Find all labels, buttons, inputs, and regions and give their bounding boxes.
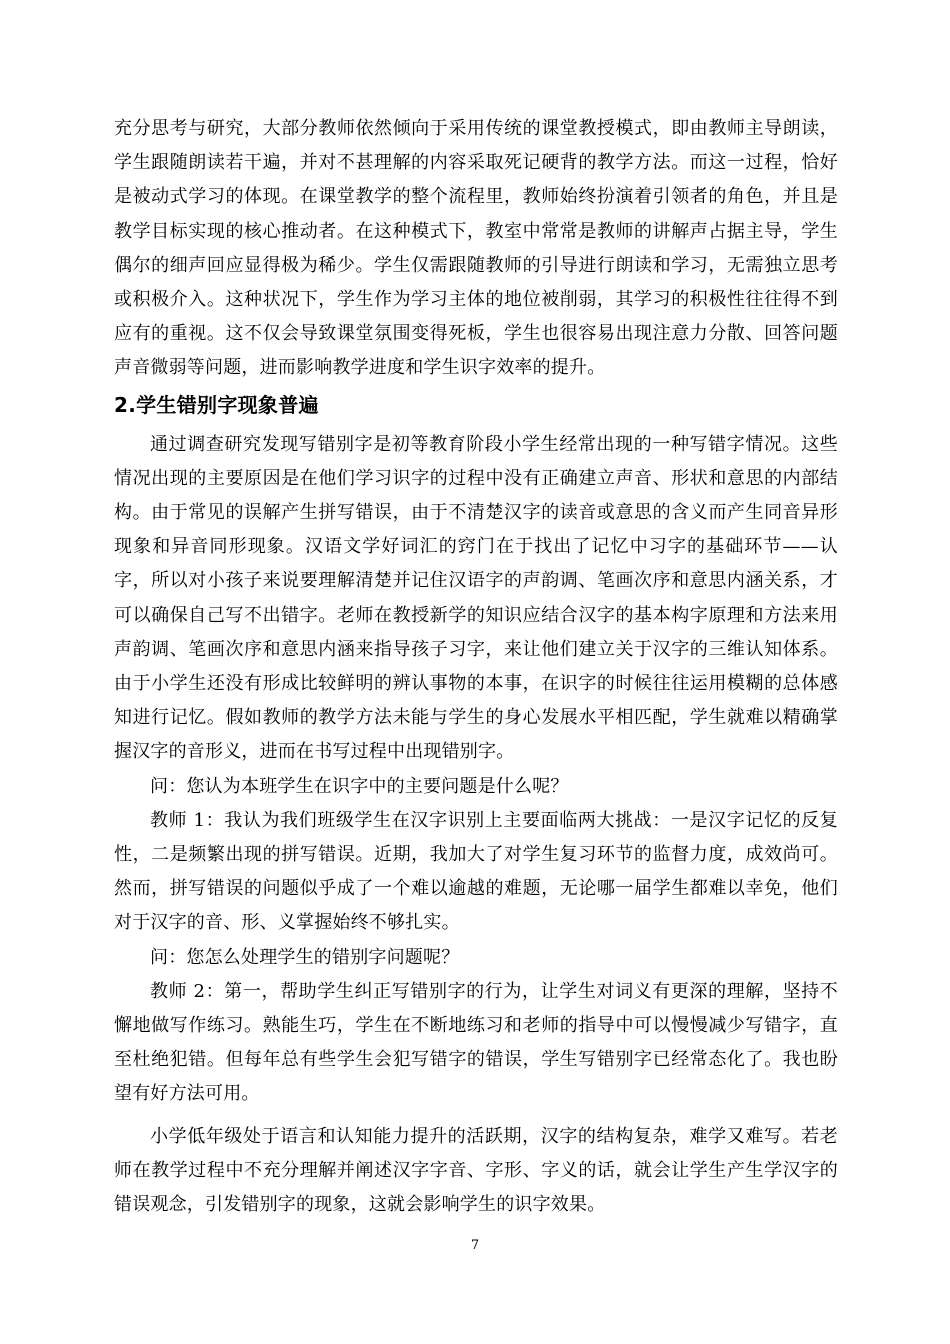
paragraph-continued: 充分思考与研究，大部分教师依然倾向于采用传统的课堂教授模式，即由教师主导朗读，学生跟随朗读若干遍，并对不甚理解的内容采取死记硬背的教学方法。而这一过程，恰好是被动式学习的体现。在课堂教学的整个流程里，教师始终扮演着引领者的角色，并且是教学目标实现的核心推动者。在这种模式下，教室中常常是教师的讲解声占据主导，学生偶尔的细声回应显得极为稀少。学生仅需跟随教师的引导进行朗读和学习，无需独立思考或积极介入。这种状况下，学生作为学习主体的地位被削弱，其学习的积极性往往得不到应有的重视。这不仅会导致课堂氛围变得死板，学生也很容易出现注意力分散、回答问题声音微弱等问题，进而影响教学进度和学生识字效率的提升。 — [114, 118, 838, 379]
paragraph-teacher-1-answer: 教师 1：我认为我们班级学生在汉字识别上主要面临两大挑战：一是汉字记忆的反复性，二是频繁出现的拼写错误。近期，我加大了对学生复习环节的监督力度，成效尚可。然而，拼写错误的问题似乎成了一个难以逾越的难题，无论哪一届学生都难以幸免，他们对于汉字的音、形、义掌握始终不够扎实。 — [114, 809, 838, 934]
paragraph-teacher-2-answer: 教师 2：第一，帮助学生纠正写错别字的行为，让学生对词义有更深的理解，坚持不懈地做写作练习。熟能生巧，学生在不断地练习和老师的指导中可以慢慢减少写错字，直至杜绝犯错。但每年总有些学生会犯写错字的错误，学生写错别字已经常态化了。我也盼望有好方法可用。 — [114, 980, 838, 1105]
paragraph-conclusion: 小学低年级处于语言和认知能力提升的活跃期，汉字的结构复杂，难学又难写。若老师在教学过程中不充分理解并阐述汉字字音、字形、字义的话，就会让学生产生学汉字的错误观念，引发错别字的现象，这就会影响学生的识字效果。 — [114, 1125, 838, 1216]
document-body — [114, 112, 838, 1222]
paragraph-question-1: 问：您认为本班学生在识字中的主要问题是什么呢？ — [150, 775, 569, 797]
section-heading: 2.学生错别字现象普遍 — [114, 392, 319, 417]
page-number: 7 — [470, 1238, 480, 1253]
paragraph-question-2: 问：您怎么处理学生的错别字问题呢？ — [150, 946, 460, 968]
paragraph-survey-findings: 通过调查研究发现写错别字是初等教育阶段小学生经常出现的一种写错字情况。这些情况出现的主要原因是在他们学习识字的过程中没有正确建立声音、形状和意思的内部结构。由于常见的误解产生拼写错误，由于不清楚汉字的读音或意思的含义而产生同音异形现象和异音同形现象。汉语文学好词汇的窍门在于找出了记忆中习字的基础环节——认字，所以对小孩子来说要理解清楚并记住汉语字的声韵调、笔画次序和意思内涵关系，才可以确保自己写不出错字。老师在教授新学的知识应结合汉字的基本构字原理和方法来用声韵调、笔画次序和意思内涵来指导孩子习字，来让他们建立关于汉字的三维认知体系。由于小学生还没有形成比较鲜明的辨认事物的本事，在识字的时候往往运用模糊的总体感知进行记忆。假如教师的教学方法未能与学生的身心发展水平相匹配，学生就难以精确掌握汉字的音形义，进而在书写过程中出现错别字。 — [114, 433, 838, 763]
